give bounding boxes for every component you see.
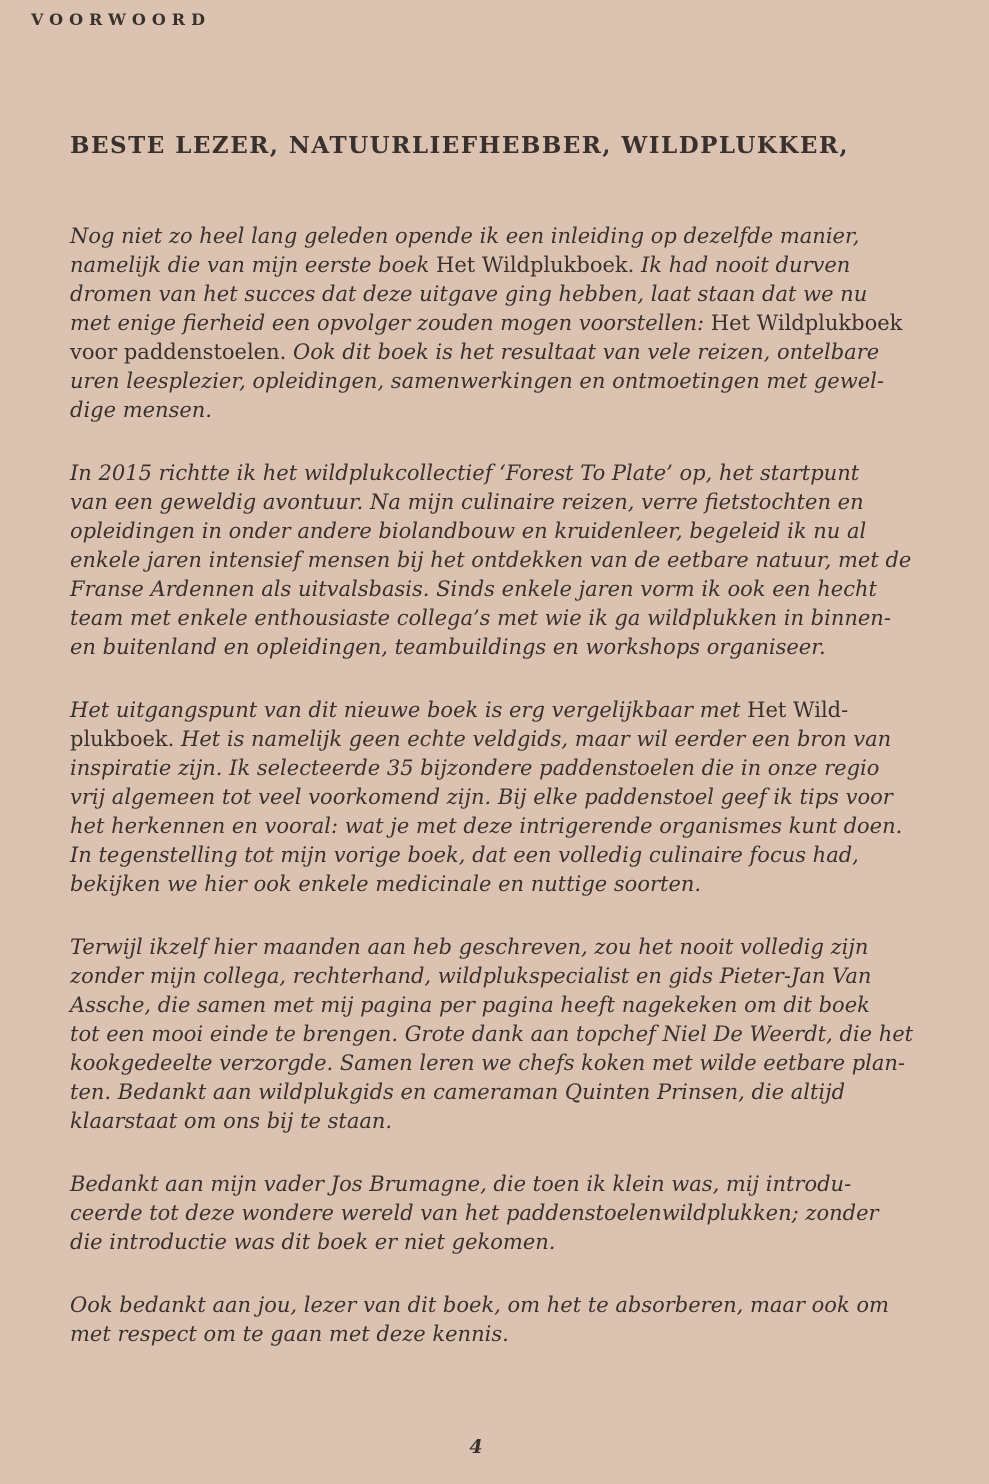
text-line — [70, 222, 882, 251]
body-italic-text: zonder mijn collega, rechterhand, wildplukspecialist en gids Pieter-Jan Van — [70, 964, 872, 988]
text-line — [70, 338, 882, 367]
body-italic-text: vrij algemeen tot veel voorkomend zijn. Bij elke paddenstoel geef ik tips voor — [70, 785, 893, 809]
paragraph — [70, 222, 903, 425]
paragraph — [70, 933, 914, 1136]
body-italic-text: ceerde tot deze wondere wereld van het paddenstoelenwildplukken; zonder — [70, 1201, 879, 1225]
text-line — [70, 1049, 906, 1078]
book-title-text: voor paddenstoelen. — [70, 340, 287, 364]
text-line — [70, 633, 882, 662]
text-line — [70, 991, 882, 1020]
body-italic-text: Het is namelijk geen echte veldgids, maar wil eerder een bron van — [174, 727, 892, 751]
body-italic-text: namelijk die van mijn eerste boek — [70, 253, 437, 277]
book-title-text: plukboek. — [70, 727, 175, 751]
text-line — [70, 459, 882, 488]
text-line — [70, 1107, 882, 1136]
text-line — [70, 841, 882, 870]
body-italic-text: Terwijl ikzelf hier maanden aan heb geschreven, zou het nooit volledig zijn — [70, 935, 869, 959]
body-italic-text: Nog niet zo heel lang geleden opende ik een inleiding op dezelfde manier, — [70, 224, 860, 248]
text-line — [70, 488, 882, 517]
text-line — [70, 783, 893, 812]
text-line — [70, 575, 882, 604]
body-italic-text: Franse Ardennen als uitvalsbasis. Sinds enkele jaren vorm ik ook een hecht — [70, 577, 877, 601]
book-title-text: Het Wild- — [747, 698, 849, 722]
body-italic-text: dige mensen. — [70, 398, 212, 422]
body-italic-text: In tegenstelling tot mijn vorige boek, dat een volledig culinaire focus had, — [70, 843, 859, 867]
body-italic-text: enkele jaren intensief mensen bij het ontdekken van de eetbare natuur, met de — [70, 548, 912, 572]
text-line — [70, 962, 882, 991]
text-line — [70, 1078, 882, 1107]
body-italic-text: Ook bedankt aan jou, lezer van dit boek, om het te absorberen, maar ook om — [70, 1293, 889, 1317]
book-title-text: Het Wildplukboek — [710, 311, 903, 335]
text-line — [70, 367, 882, 396]
text-line — [70, 280, 882, 309]
text-line — [70, 754, 882, 783]
body-italic-text: met enige fierheid een opvolger zouden mogen voorstellen: — [70, 311, 711, 335]
text-line — [70, 396, 882, 425]
body-italic-text: ten. Bedankt aan wildplukgids en cameraman Quinten Prinsen, die altijd — [70, 1080, 846, 1104]
text-line — [70, 1228, 882, 1257]
body-italic-text: Ook dit boek is het resultaat van vele reizen, ontelbare — [286, 340, 880, 364]
text-line — [70, 546, 912, 575]
body-italic-text: die introductie was dit boek er niet gekomen. — [70, 1230, 556, 1254]
body-italic-text: klaarstaat om ons bij te staan. — [70, 1109, 393, 1133]
body-text — [70, 222, 914, 1383]
body-italic-text: Ik had nooit durven — [634, 253, 851, 277]
paragraph — [70, 696, 903, 899]
chapter-kicker: VOORWOORD — [31, 10, 211, 29]
body-italic-text: opleidingen in onder andere biolandbouw en kruidenleer, begeleid ik nu al — [70, 519, 867, 543]
body-italic-text: team met enkele enthousiaste collega’s met wie ik ga wildplukken in binnen- — [70, 606, 891, 630]
text-line — [70, 933, 882, 962]
body-italic-text: bekijken we hier ook enkele medicinale en nuttige soorten. — [70, 872, 702, 896]
text-line — [70, 696, 882, 725]
body-italic-text: kookgedeelte verzorgde. Samen leren we chefs koken met wilde eetbare plan- — [70, 1051, 906, 1075]
paragraph — [70, 459, 912, 662]
body-italic-text: Assche, die samen met mij pagina per pagina heeft nagekeken om dit boek — [70, 993, 870, 1017]
text-line — [70, 1020, 914, 1049]
paragraph — [70, 1170, 882, 1257]
body-italic-text: tot een mooi einde te brengen. Grote dank aan topchef Niel De Weerdt, die het — [70, 1022, 914, 1046]
body-italic-text: uren leesplezier, opleidingen, samenwerkingen en ontmoetingen met gewel- — [70, 369, 884, 393]
body-italic-text: van een geweldig avontuur. Na mijn culinaire reizen, verre fietstochten en — [70, 490, 864, 514]
foreword-heading: BESTE LEZER, NATUURLIEFHEBBER, WILDPLUKKER, — [70, 132, 850, 159]
page-number: 4 — [469, 1436, 483, 1458]
text-line — [70, 1320, 882, 1349]
body-italic-text: en buitenland en opleidingen, teambuildings en workshops organiseer. — [70, 635, 826, 659]
body-italic-text: Bedankt aan mijn vader Jos Brumagne, die toen ik klein was, mij introdu- — [70, 1172, 852, 1196]
paragraph — [70, 1291, 889, 1349]
text-line — [70, 812, 903, 841]
text-line — [70, 1170, 882, 1199]
text-line — [70, 870, 882, 899]
text-line — [70, 1291, 889, 1320]
body-italic-text: dromen van het succes dat deze uitgave ging hebben, laat staan dat we nu — [70, 282, 868, 306]
body-italic-text: met respect om te gaan met deze kennis. — [70, 1322, 509, 1346]
text-line — [70, 604, 891, 633]
text-line — [70, 1199, 882, 1228]
body-italic-text: Het uitgangspunt van dit nieuwe boek is erg vergelijkbaar met — [70, 698, 748, 722]
text-line — [70, 725, 892, 754]
body-italic-text: inspiratie zijn. Ik selecteerde 35 bijzondere paddenstoelen die in onze regio — [70, 756, 880, 780]
text-line — [70, 309, 903, 338]
body-italic-text: In 2015 richtte ik het wildplukcollectief ‘Forest To Plate’ op, het startpunt — [70, 461, 860, 485]
body-italic-text: het herkennen en vooral: wat je met deze intrigerende organismes kunt doen. — [70, 814, 903, 838]
text-line — [70, 251, 882, 280]
book-title-text: Het Wildplukboek. — [436, 253, 635, 277]
text-line — [70, 517, 882, 546]
